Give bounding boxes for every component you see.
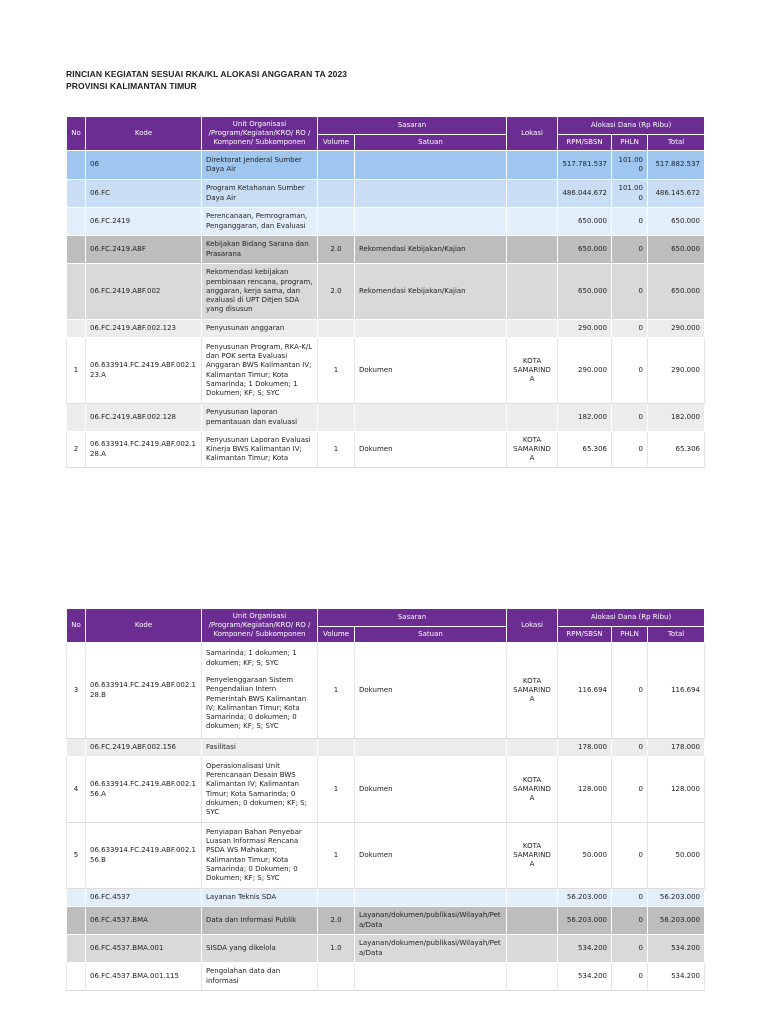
cell-unit: Direktorat Jenderal Sumber Daya Air bbox=[202, 151, 318, 180]
cell-phln: 0 bbox=[612, 404, 648, 432]
table-row bbox=[67, 208, 705, 236]
cell-no bbox=[67, 236, 86, 264]
cell-satuan bbox=[355, 180, 507, 208]
header-no: No bbox=[67, 117, 86, 151]
cell-no bbox=[67, 889, 86, 907]
cell-unit: Perencanaan, Pemrograman, Penganggaran, dan Evaluasi bbox=[202, 208, 318, 236]
table-row bbox=[67, 264, 705, 320]
cell-phln: 0 bbox=[612, 823, 648, 889]
cell-rpm: 56.203.000 bbox=[558, 907, 612, 935]
title-line-2: PROVINSI KALIMANTAN TIMUR bbox=[66, 81, 197, 91]
table-row bbox=[67, 338, 705, 404]
cell-kode: 06.FC.2419.ABF.002.156 bbox=[86, 739, 202, 757]
cell-phln: 0 bbox=[612, 907, 648, 935]
cell-unit: Program Ketahanan Sumber Daya Air bbox=[202, 180, 318, 208]
header-satuan: Satuan bbox=[355, 135, 507, 151]
cell-phln: 101.000 bbox=[612, 180, 648, 208]
cell-volume: 1 bbox=[318, 432, 355, 468]
header-lokasi: Lokasi bbox=[507, 117, 558, 151]
cell-kode: 06.FC bbox=[86, 180, 202, 208]
table-row bbox=[67, 889, 705, 907]
cell-phln: 0 bbox=[612, 208, 648, 236]
cell-total: 650.000 bbox=[648, 264, 705, 320]
header-kode: Kode bbox=[86, 117, 202, 151]
cell-phln: 0 bbox=[612, 757, 648, 823]
cell-unit: Data dan Informasi Publik bbox=[202, 907, 318, 935]
table-row bbox=[67, 180, 705, 208]
cell-phln: 0 bbox=[612, 432, 648, 468]
cell-rpm: 290.000 bbox=[558, 320, 612, 338]
cell-satuan: Rekomendasi Kebijakan/Kajian bbox=[355, 236, 507, 264]
cell-kode: 06.FC.4537.BMA.001.115 bbox=[86, 963, 202, 991]
cell-lokasi bbox=[507, 963, 558, 991]
cell-lokasi bbox=[507, 739, 558, 757]
cell-satuan: Rekomendasi Kebijakan/Kajian bbox=[355, 264, 507, 320]
cell-lokasi: KOTA SAMARINDA bbox=[507, 757, 558, 823]
cell-kode: 06.FC.4537 bbox=[86, 889, 202, 907]
cell-lokasi bbox=[507, 208, 558, 236]
cell-total: 534.200 bbox=[648, 935, 705, 963]
cell-unit: Penyiapan Bahan Penyebar Luasan Informasi Rencana PSDA WS Mahakam; Kalimantan Timur; Kota Samarinda; 0 Dokumen; 0 Dokumen; KF; S; SYC bbox=[202, 823, 318, 889]
cell-volume: 1 bbox=[318, 823, 355, 889]
header-volume: Volume bbox=[318, 135, 355, 151]
cell-total: 65.306 bbox=[648, 432, 705, 468]
title-line-1: RINCIAN KEGIATAN SESUAI RKA/KL ALOKASI ANGGARAN TA 2023 bbox=[66, 69, 348, 79]
cell-satuan: Layanan/dokumen/publikasi/Wilayah/Peta/Data bbox=[355, 907, 507, 935]
cell-volume bbox=[318, 404, 355, 432]
cell-total: 290.000 bbox=[648, 338, 705, 404]
header-kode: Kode bbox=[86, 609, 202, 643]
cell-phln: 0 bbox=[612, 338, 648, 404]
cell-volume: 1 bbox=[318, 757, 355, 823]
cell-volume bbox=[318, 208, 355, 236]
cell-satuan: Dokumen bbox=[355, 823, 507, 889]
cell-lokasi bbox=[507, 236, 558, 264]
cell-rpm: 650.000 bbox=[558, 236, 612, 264]
cell-no: 1 bbox=[67, 338, 86, 404]
cell-phln: 101.000 bbox=[612, 151, 648, 180]
cell-rpm: 650.000 bbox=[558, 264, 612, 320]
cell-phln: 0 bbox=[612, 264, 648, 320]
cell-rpm: 178.000 bbox=[558, 739, 612, 757]
cell-no: 4 bbox=[67, 757, 86, 823]
cell-volume bbox=[318, 739, 355, 757]
cell-volume: 1 bbox=[318, 643, 355, 739]
header-satuan: Satuan bbox=[355, 627, 507, 643]
table-row bbox=[67, 739, 705, 757]
header-sasaran: Sasaran bbox=[318, 117, 507, 135]
cell-no bbox=[67, 180, 86, 208]
cell-unit: Kebijakan Bidang Sarana dan Prasarana bbox=[202, 236, 318, 264]
cell-satuan: Dokumen bbox=[355, 338, 507, 404]
cell-lokasi: KOTA SAMARINDA bbox=[507, 338, 558, 404]
cell-total: 486.145.672 bbox=[648, 180, 705, 208]
cell-volume bbox=[318, 180, 355, 208]
cell-satuan bbox=[355, 404, 507, 432]
cell-no bbox=[67, 151, 86, 180]
header-total: Total bbox=[648, 627, 705, 643]
cell-satuan bbox=[355, 963, 507, 991]
header-sasaran: Sasaran bbox=[318, 609, 507, 627]
table-row bbox=[67, 643, 705, 739]
cell-volume: 2.0 bbox=[318, 264, 355, 320]
cell-rpm: 486.044.672 bbox=[558, 180, 612, 208]
cell-phln: 0 bbox=[612, 889, 648, 907]
table-row bbox=[67, 935, 705, 963]
cell-kode: 06.FC.2419.ABF.002.128 bbox=[86, 404, 202, 432]
cell-volume bbox=[318, 963, 355, 991]
header-total: Total bbox=[648, 135, 705, 151]
cell-no bbox=[67, 208, 86, 236]
cell-volume: 2.0 bbox=[318, 236, 355, 264]
cell-total: 517.882.537 bbox=[648, 151, 705, 180]
header-unit-organisasi: Unit Organisasi /Program/Kegiatan/KRO/ RO / Komponen/ Subkomponen bbox=[202, 609, 318, 643]
cell-total: 650.000 bbox=[648, 236, 705, 264]
header-alokasi-dana: Alokasi Dana (Rp Ribu) bbox=[558, 117, 705, 135]
cell-satuan bbox=[355, 320, 507, 338]
table-row bbox=[67, 823, 705, 889]
cell-unit: Pengolahan data dan informasi bbox=[202, 963, 318, 991]
table-row bbox=[67, 432, 705, 468]
table-row bbox=[67, 907, 705, 935]
cell-lokasi: KOTA SAMARINDA bbox=[507, 823, 558, 889]
cell-total: 534.200 bbox=[648, 963, 705, 991]
cell-volume bbox=[318, 320, 355, 338]
cell-total: 290.000 bbox=[648, 320, 705, 338]
cell-satuan bbox=[355, 889, 507, 907]
cell-no: 2 bbox=[67, 432, 86, 468]
cell-kode: 06.633914.FC.2419.ABF.002.128.B bbox=[86, 643, 202, 739]
cell-rpm: 290.000 bbox=[558, 338, 612, 404]
table-row bbox=[67, 151, 705, 180]
table-row bbox=[67, 963, 705, 991]
cell-satuan: Dokumen bbox=[355, 643, 507, 739]
cell-satuan: Dokumen bbox=[355, 757, 507, 823]
cell-volume bbox=[318, 889, 355, 907]
cell-satuan bbox=[355, 739, 507, 757]
cell-phln: 0 bbox=[612, 739, 648, 757]
cell-no bbox=[67, 264, 86, 320]
cell-satuan bbox=[355, 208, 507, 236]
header-phln: PHLN bbox=[612, 627, 648, 643]
table-row bbox=[67, 404, 705, 432]
cell-no bbox=[67, 907, 86, 935]
cell-satuan: Layanan/dokumen/publikasi/Wilayah/Peta/Data bbox=[355, 935, 507, 963]
cell-rpm: 128.000 bbox=[558, 757, 612, 823]
cell-unit bbox=[202, 643, 318, 739]
cell-rpm: 116.694 bbox=[558, 643, 612, 739]
cell-kode: 06.FC.2419.ABF bbox=[86, 236, 202, 264]
header-alokasi-dana: Alokasi Dana (Rp Ribu) bbox=[558, 609, 705, 627]
cell-kode: 06.633914.FC.2419.ABF.002.123.A bbox=[86, 338, 202, 404]
cell-total: 56.203.000 bbox=[648, 907, 705, 935]
cell-rpm: 534.200 bbox=[558, 935, 612, 963]
cell-lokasi bbox=[507, 264, 558, 320]
cell-lokasi bbox=[507, 404, 558, 432]
cell-total: 116.694 bbox=[648, 643, 705, 739]
header-no: No bbox=[67, 609, 86, 643]
cell-phln: 0 bbox=[612, 236, 648, 264]
cell-rpm: 56.203.000 bbox=[558, 889, 612, 907]
cell-kode: 06.633914.FC.2419.ABF.002.156.B bbox=[86, 823, 202, 889]
cell-volume: 2.0 bbox=[318, 907, 355, 935]
cell-no bbox=[67, 320, 86, 338]
cell-kode: 06 bbox=[86, 151, 202, 180]
cell-lokasi bbox=[507, 889, 558, 907]
cell-rpm: 65.306 bbox=[558, 432, 612, 468]
cell-rpm: 50.000 bbox=[558, 823, 612, 889]
rincian-table-2 bbox=[66, 608, 705, 991]
table-row bbox=[67, 757, 705, 823]
cell-kode: 06.FC.2419.ABF.002.123 bbox=[86, 320, 202, 338]
cell-total: 50.000 bbox=[648, 823, 705, 889]
cell-volume bbox=[318, 151, 355, 180]
cell-no bbox=[67, 935, 86, 963]
cell-no: 3 bbox=[67, 643, 86, 739]
cell-satuan bbox=[355, 151, 507, 180]
cell-satuan: Dokumen bbox=[355, 432, 507, 468]
cell-no: 5 bbox=[67, 823, 86, 889]
cell-volume: 1 bbox=[318, 338, 355, 404]
cell-unit: SISDA yang dikelola bbox=[202, 935, 318, 963]
cell-kode: 06.633914.FC.2419.ABF.002.128.A bbox=[86, 432, 202, 468]
cell-rpm: 534.200 bbox=[558, 963, 612, 991]
cell-lokasi bbox=[507, 151, 558, 180]
cell-unit-continued: Samarinda; 1 dokumen; 1 dokumen; KF; S; SYC bbox=[206, 649, 297, 667]
header-unit-organisasi: Unit Organisasi /Program/Kegiatan/KRO/ RO / Komponen/ Subkomponen bbox=[202, 117, 318, 151]
cell-total: 182.000 bbox=[648, 404, 705, 432]
cell-phln: 0 bbox=[612, 963, 648, 991]
cell-total: 178.000 bbox=[648, 739, 705, 757]
table-row bbox=[67, 320, 705, 338]
cell-unit: Operasionalisasi Unit Perencanaan Desain BWS Kalimantan IV; Kalimantan Timur; Kota Samarinda; 0 dokumen; 0 dokumen; KF; S; SYC bbox=[202, 757, 318, 823]
cell-phln: 0 bbox=[612, 643, 648, 739]
cell-no bbox=[67, 739, 86, 757]
header-phln: PHLN bbox=[612, 135, 648, 151]
cell-total: 128.000 bbox=[648, 757, 705, 823]
cell-lokasi bbox=[507, 907, 558, 935]
cell-lokasi: KOTA SAMARINDA bbox=[507, 432, 558, 468]
cell-rpm: 650.000 bbox=[558, 208, 612, 236]
cell-phln: 0 bbox=[612, 935, 648, 963]
cell-rpm: 182.000 bbox=[558, 404, 612, 432]
cell-volume: 1.0 bbox=[318, 935, 355, 963]
cell-unit: Penyusunan anggaran bbox=[202, 320, 318, 338]
cell-kode: 06.FC.4537.BMA bbox=[86, 907, 202, 935]
header-rpm-sbsn: RPM/SBSN bbox=[558, 627, 612, 643]
cell-rpm: 517.781.537 bbox=[558, 151, 612, 180]
cell-unit: Rekomendasi kebijakan pembinaan rencana, program, anggaran, kerja sama, dan evaluasi di UPT Ditjen SDA yang disusun bbox=[202, 264, 318, 320]
cell-phln: 0 bbox=[612, 320, 648, 338]
cell-unit: Layanan Teknis SDA bbox=[202, 889, 318, 907]
cell-no bbox=[67, 404, 86, 432]
cell-lokasi bbox=[507, 320, 558, 338]
header-lokasi: Lokasi bbox=[507, 609, 558, 643]
cell-lokasi bbox=[507, 935, 558, 963]
cell-total: 56.203.000 bbox=[648, 889, 705, 907]
cell-kode: 06.FC.4537.BMA.001 bbox=[86, 935, 202, 963]
rincian-table-1 bbox=[66, 116, 705, 468]
cell-kode: 06.FC.2419 bbox=[86, 208, 202, 236]
cell-lokasi bbox=[507, 180, 558, 208]
document-title bbox=[66, 68, 347, 92]
header-rpm-sbsn: RPM/SBSN bbox=[558, 135, 612, 151]
cell-unit: Fasilitasi bbox=[202, 739, 318, 757]
cell-total: 650.000 bbox=[648, 208, 705, 236]
cell-kode: 06.FC.2419.ABF.002 bbox=[86, 264, 202, 320]
cell-lokasi: KOTA SAMARINDA bbox=[507, 643, 558, 739]
table-row bbox=[67, 236, 705, 264]
cell-kode: 06.633914.FC.2419.ABF.002.156.A bbox=[86, 757, 202, 823]
cell-no bbox=[67, 963, 86, 991]
cell-unit: Penyusunan laporan pemantauan dan evaluasi bbox=[202, 404, 318, 432]
cell-unit: Penyusunan Laporan Evaluasi Kinerja BWS Kalimantan IV; Kalimantan Timur; Kota bbox=[202, 432, 318, 468]
cell-unit-text: Penyelenggaraan Sistem Pengendalian Intern Pemerintah BWS Kalimantan IV; Kalimantan Timur; Kota Samarinda; 0 dokumen; 0 dokumen; KF; S; SYC bbox=[206, 675, 307, 731]
cell-unit: Penyusunan Program, RKA-K/L dan POK serta Evaluasi Anggaran BWS Kalimantan IV; Kalimantan Timur; Kota Samarinda; 1 Dokumen; 1 Dokumen; KF; S; SYC bbox=[202, 338, 318, 404]
header-volume: Volume bbox=[318, 627, 355, 643]
